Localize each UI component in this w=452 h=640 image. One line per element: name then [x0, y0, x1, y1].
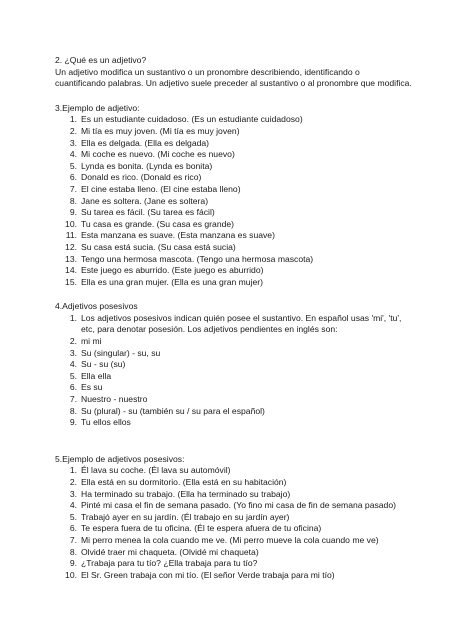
- section-adjective-examples: [55, 103, 412, 289]
- section-heading: 5.Ejemplo de adjetivos posesivos:: [55, 453, 185, 464]
- list-item: 5. Lynda es bonita. (Lynda es bonita): [69, 160, 213, 171]
- section-possessive-adjectives: [55, 301, 412, 429]
- list-item: 4. Mi coche es nuevo. (Mi coche es nuevo): [69, 149, 235, 160]
- list-item: 2. mi mi: [69, 336, 102, 347]
- list-item: 10. Tu casa es grande. (Su casa es grande): [65, 218, 235, 229]
- list-item: 1. Es un estudiante cuidadoso. (Es un estudiante cuidadoso): [69, 114, 303, 125]
- list-item: 11. Esta manzana es suave. (Esta manzana es suave): [65, 230, 275, 241]
- list-item: 2. Ella está en su dormitorio. (Ella está en su habitación): [69, 477, 287, 487]
- list-item: 6. Donald es rico. (Donald es rico): [69, 172, 202, 183]
- list-item: 7. Mi perro menea la cola cuando me ve. (Mi perro mueve la cola cuando me ve): [69, 534, 379, 545]
- section-heading: 4.Adjetivos posesivos: [55, 301, 138, 312]
- list-item: 4. Su - su (su): [69, 359, 126, 370]
- list-item: 3. Ha terminado su trabajo. (Ella ha terminado su trabajo): [69, 488, 291, 499]
- section-heading: 2. ¿Qué es un adjetivo?: [55, 55, 147, 65]
- list-item: 3. Su (singular) - su, su: [69, 347, 161, 358]
- adjective-example-list: [55, 114, 412, 288]
- list-item: 9. Tu ellos ellos: [69, 417, 131, 428]
- possessive-example-list: [55, 465, 412, 581]
- list-item: 13. Tengo una hermosa mascota. (Tengo una hermosa mascota): [65, 253, 314, 264]
- list-item: 14. Este juego es aburrido. (Este juego es aburrido): [65, 265, 264, 276]
- list-item: 7. Nuestro - nuestro: [69, 394, 148, 405]
- list-item: 8. Olvidé traer mi chaqueta. (Olvidé mi chaqueta): [69, 546, 259, 557]
- list-item: 2. Mi tía es muy joven. (Mi tía es muy joven): [69, 125, 240, 136]
- list-item: 8. Jane es soltera. (Jane es soltera): [69, 195, 209, 206]
- list-item: 15. Ella es una gran mujer. (Ella es una gran mujer): [65, 276, 263, 287]
- list-item: 8. Su (plural) - su (también su / su para el español): [69, 405, 265, 416]
- list-item: 9. Su tarea es fácil. (Su tarea es fácil): [69, 207, 215, 218]
- list-item: 12. Su casa está sucia. (Su casa está sucia): [65, 241, 236, 252]
- definition-paragraph: Un adjetivo modifica un sustantivo o un pronombre describiendo, identificando o cuantificando palabras. Un adjetivo suele preceder al sustantivo o al pronombre que modifica.: [55, 66, 412, 89]
- possessive-adjective-list: [55, 313, 412, 429]
- list-item: 7. El cine estaba lleno. (El cine estaba lleno): [69, 183, 241, 194]
- list-item: 4. Pinté mi casa el fin de semana pasado. (Yo fino mi casa de fin de semana pasado): [69, 500, 396, 511]
- list-item: 5. Ella ella: [69, 370, 112, 381]
- list-item: 1. Él lava su coche. (Él lava su automóvil): [69, 465, 231, 476]
- list-item: 5. Trabajó ayer en su jardín. (Él trabajo en su jardín ayer): [69, 511, 290, 522]
- section-possessive-examples: [55, 454, 412, 582]
- list-item: 6. Te espera fuera de tu oficina. (Él te espera afuera de tu oficina): [69, 523, 322, 534]
- list-item: 10. El Sr. Green trabaja con mi tío. (El señor Verde trabaja para mi tío): [65, 569, 335, 580]
- section-heading: 3.Ejemplo de adjetivo:: [55, 102, 140, 113]
- list-item: 3. Ella es delgada. (Ella es delgada): [69, 137, 210, 148]
- list-item: 1. Los adjetivos posesivos indican quién posee el sustantivo. En español usas 'mi', 'tu', etc, para denotar posesión. Los adjetivos pendientes en inglés son:: [69, 312, 402, 335]
- list-item: 9. ¿Trabaja para tu tío? ¿Ella trabaja para tu tío?: [69, 558, 258, 569]
- section-what-is-adjective: [55, 55, 412, 90]
- list-item: 6. Es su: [69, 382, 103, 393]
